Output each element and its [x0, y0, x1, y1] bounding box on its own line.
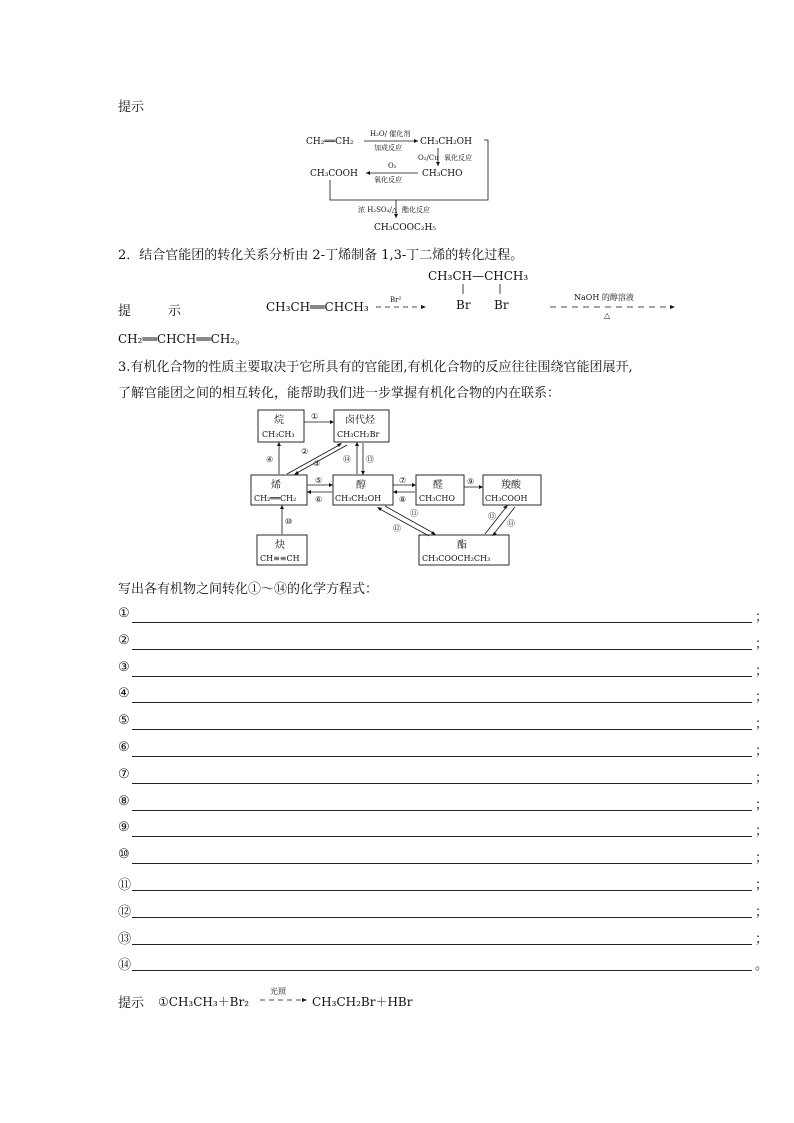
butadiene-product: CH₂══CHCH══CH₂。 [118, 332, 248, 346]
step1-reagent: H₂O/ 催化剂 [370, 130, 411, 138]
acetic-acid-formula: CH₃COOH [310, 169, 358, 179]
answer-punctuation: ； [755, 851, 769, 867]
answer-number: ⑨ [118, 820, 130, 836]
ethylene-conversion-diagram [300, 124, 500, 234]
answer-punctuation: ； [755, 797, 769, 813]
answer-rule[interactable] [132, 756, 752, 757]
label-14: ⑭ [343, 455, 351, 464]
answer-line[interactable] [118, 659, 769, 680]
butene-formula: CH₃CH══CHCH₃ [266, 300, 369, 314]
answer-punctuation: ； [755, 610, 769, 625]
acetaldehyde-formula: CH₃CHO [422, 169, 463, 179]
label-9: ⑨ [467, 477, 475, 486]
aldehyde-name: 醛 [433, 480, 443, 491]
label-11a: ⑪ [410, 509, 418, 518]
answer-punctuation: ； [755, 904, 769, 920]
step1-type: 加成反应 [374, 144, 402, 152]
step2-type: 氧化反应 [444, 154, 472, 162]
bromine-2: Br [494, 298, 509, 312]
answer-rule[interactable] [132, 944, 752, 945]
question-3-line-1: 3.有机化合物的性质主要取决于它所具有的官能团,有机化合物的反应往往围绕官能团展开, [118, 360, 633, 375]
question-2: 2．结合官能团的转化关系分析由 2-丁烯制备 1,3-丁二烯的转化过程。 [118, 248, 524, 263]
answer-number: ⑪ [118, 878, 132, 893]
prompt-text: 写出各有机物之间转化①～⑭的化学方程式： [118, 582, 379, 597]
final-hint-label: 提示 [118, 996, 145, 1011]
answer-punctuation: ； [755, 931, 769, 947]
label-8: ⑧ [399, 495, 407, 504]
hint-char-2: 示 [168, 304, 182, 319]
answer-punctuation: ； [755, 636, 769, 652]
answer-rule[interactable] [132, 649, 752, 650]
haloalkane-name: 卤代烃 [345, 415, 375, 426]
answer-rule[interactable] [132, 622, 752, 623]
answer-number: ③ [118, 659, 130, 675]
step4-type: 酯化反应 [402, 206, 430, 214]
answer-number: ⑭ [118, 958, 132, 974]
answer-rule[interactable] [132, 676, 752, 677]
alkyne-formula: CH≡≡CH [260, 554, 300, 563]
answer-line[interactable] [118, 766, 769, 787]
acid-name: 羧酸 [501, 480, 521, 491]
condition-light: 光照 [270, 987, 286, 996]
alkene-formula: CH₂══CH₂ [254, 494, 297, 503]
answer-line[interactable] [118, 632, 769, 653]
alcohol-formula: CH₃CH₂OH [335, 494, 382, 503]
reagent-naoh: NaOH 的醇溶液 [574, 293, 634, 302]
answer-line[interactable] [118, 713, 769, 733]
dibromo-formula: CH₃CH—CHCH₃ [428, 269, 529, 283]
answer-rule[interactable] [132, 970, 752, 971]
label-13: ⑬ [366, 455, 374, 464]
ethylene-formula: CH₂══CH₂ [306, 137, 354, 147]
step2-reagent: O₂/Cu [418, 154, 439, 162]
label-7: ⑦ [399, 476, 407, 485]
answer-number: ② [118, 632, 130, 648]
label-11b: ⑪ [507, 519, 515, 528]
answer-line[interactable] [118, 901, 769, 921]
answer-rule[interactable] [132, 890, 752, 891]
answer-rule[interactable] [132, 783, 752, 784]
butadiene-route [370, 262, 680, 324]
answer-rule[interactable] [132, 863, 752, 864]
label-12a: ⑫ [393, 524, 401, 533]
label-2: ② [301, 447, 309, 456]
answer-number: ④ [118, 686, 130, 702]
answer-punctuation: ； [755, 717, 769, 733]
answer-line[interactable] [118, 740, 769, 760]
answer-rule[interactable] [132, 917, 752, 918]
answer-rule[interactable] [132, 702, 752, 703]
light-condition-arrow [258, 982, 310, 1010]
answer-punctuation: ； [755, 824, 769, 840]
alkane-formula: CH₃CH₃ [262, 430, 295, 439]
haloalkane-formula: CH₃CH₂Br [337, 430, 380, 439]
answer-punctuation: ； [755, 744, 769, 759]
answer-number: ⑫ [118, 904, 132, 920]
reagent-br2: Br² [390, 296, 402, 304]
alkyne-name: 炔 [275, 540, 285, 551]
alcohol-name: 醇 [356, 480, 366, 491]
bromine-1: Br [456, 298, 471, 312]
answer-number: ⑦ [118, 766, 130, 782]
answer-number: ⑩ [118, 847, 130, 863]
answer-number: ⑧ [118, 793, 130, 809]
answer-number: ⑥ [118, 740, 130, 755]
answer-rule[interactable] [132, 729, 752, 730]
answer-number: ⑤ [118, 713, 130, 729]
alkene-name: 烯 [271, 480, 281, 491]
ethanol-formula: CH₃CH₂OH [420, 137, 472, 147]
reaction-reactants: ①CH₃CH₃＋Br₂ [158, 995, 250, 1009]
alkane-name: 烷 [274, 415, 284, 426]
step3-type: 氧化反应 [374, 176, 402, 184]
answer-line[interactable] [118, 874, 769, 894]
reaction-products: CH₃CH₂Br＋HBr [312, 995, 413, 1009]
label-1: ① [311, 412, 319, 421]
label-5: ⑤ [315, 476, 323, 485]
answer-rule[interactable] [132, 810, 752, 811]
label-3: ③ [313, 459, 321, 468]
answer-rule[interactable] [132, 836, 752, 837]
ester-formula: CH₃COOC₂H₅ [374, 223, 436, 233]
answer-line[interactable] [118, 928, 769, 948]
answer-line[interactable] [118, 793, 769, 814]
label-12b: ⑫ [488, 512, 496, 521]
answer-punctuation: ； [755, 690, 769, 706]
functional-group-diagram [245, 408, 555, 570]
step4-reagent: 浓 H₂SO₄/△ [358, 206, 398, 214]
label-10: ⑩ [285, 517, 293, 526]
aldehyde-formula: CH₃CHO [419, 494, 455, 503]
acid-formula: CH₃COOH [485, 494, 528, 503]
answer-line[interactable] [118, 954, 769, 974]
hint-label: 提示 [118, 100, 145, 115]
answer-line[interactable] [118, 847, 769, 867]
answer-number: ① [118, 606, 130, 621]
answer-punctuation: 。 [755, 958, 769, 974]
step3-reagent: O₂ [388, 162, 397, 170]
answer-punctuation: ； [755, 663, 769, 679]
answer-punctuation: ； [755, 878, 769, 893]
answer-punctuation: ； [755, 770, 769, 786]
answer-line[interactable] [118, 820, 769, 840]
hint-char-1: 提 [118, 304, 132, 319]
ester-formula: CH₃COOCH₂CH₃ [422, 554, 491, 563]
answer-line[interactable] [118, 686, 769, 706]
answer-line[interactable] [118, 606, 769, 626]
heat-symbol: △ [604, 311, 611, 320]
question-3-line-2: 了解官能团之间的相互转化，能帮助我们进一步掌握有机化合物的内在联系： [118, 386, 561, 401]
ester-name: 酯 [457, 540, 467, 551]
label-6: ⑥ [315, 495, 323, 504]
label-4: ④ [266, 455, 274, 464]
answer-number: ⑬ [118, 931, 132, 947]
